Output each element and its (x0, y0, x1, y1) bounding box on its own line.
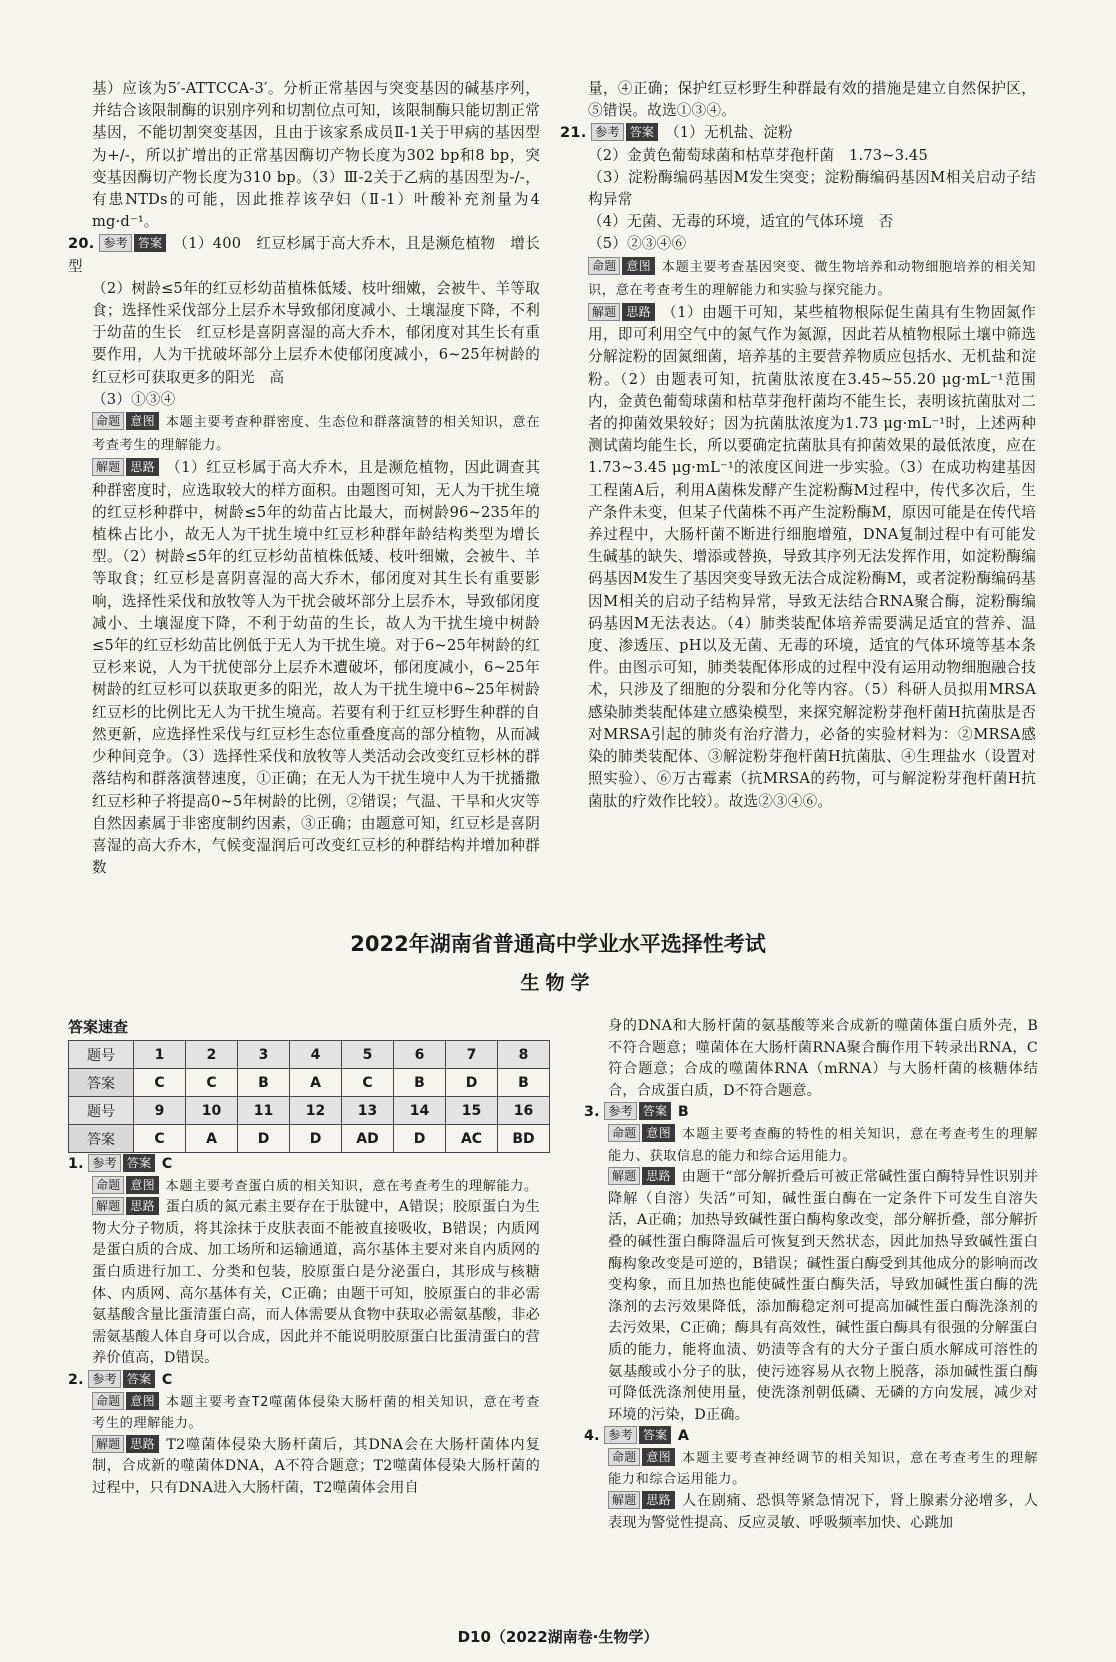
right-column-bottom (584, 1016, 1038, 1534)
tag-jie: 解题 (92, 1197, 124, 1215)
idea-block (92, 457, 540, 879)
quick-table-label: 答案速查 (68, 1018, 129, 1036)
table-row (69, 1125, 550, 1153)
intent-block (92, 411, 540, 457)
cell: AC (446, 1125, 498, 1153)
question-number: 21. (560, 124, 587, 142)
tag-ref: 参考 (88, 1154, 120, 1172)
tag-ming: 命题 (92, 1392, 124, 1410)
cell: D (290, 1125, 342, 1153)
row-header: 答案 (69, 1125, 134, 1153)
left-column-bottom (68, 1154, 540, 1500)
tag-ref: 参考 (604, 1102, 636, 1120)
cell: D (394, 1125, 446, 1153)
tag-silu: 思路 (126, 1197, 158, 1215)
cell: D (238, 1125, 290, 1153)
answer-text: （5）②③④⑥ (588, 235, 687, 253)
tag-yitu: 意图 (642, 1124, 674, 1142)
question-number: 2. (68, 1371, 84, 1388)
table-row (69, 1041, 550, 1069)
answer-letter: B (677, 1104, 689, 1121)
answer-text: （1）无机盐、淀粉 (664, 124, 793, 142)
idea-block (92, 1435, 540, 1500)
idea-text: 由题干“部分解折叠后可被正常碱性蛋白酶特异性识别并降解（自溶）失活”可知，碱性蛋白酶在一定条件下可发生自溶失活，A正确；加热导致碱性蛋白酶构象改变，部分解折叠，部分解折叠的碱性蛋白酶降温后可恢复到天然状态，因此加热导致碱性蛋白酶构象改变是可逆的，B错误；碱性蛋白酶受到其他成分的影响而改变构象，而且加热也能使碱性蛋白酶失活，导致加碱性蛋白酶的洗涤剂的去污效果降低，添加酶稳定剂可提高加碱性蛋白酶洗涤剂的去污效果，C正确；酶具有高效性，碱性蛋白酶具有很强的分解蛋白质的能力，能将血渍、奶渍等含有的大分子蛋白质水解成可溶性的氨基酸或小分子的肽，使污迹容易从衣物上脱落，添加碱性蛋白酶可降低洗涤剂使用量，使洗涤剂朝低磷、无磷的方向发展，减少对环境的污染，D正确。 (608, 1169, 1038, 1423)
cell: 1 (134, 1041, 186, 1069)
cell: 15 (446, 1097, 498, 1125)
exam-title: 2022年湖南省普通高中学业水平选择性考试 (350, 932, 766, 956)
table-row (69, 1097, 550, 1125)
right-column-top (560, 78, 1036, 813)
tag-answer: 答案 (134, 234, 166, 252)
cell: BD (498, 1125, 550, 1153)
q21-answer (560, 122, 1036, 144)
tag-silu: 思路 (126, 1435, 158, 1453)
tag-ref: 参考 (99, 234, 131, 252)
intent-block (92, 1392, 540, 1435)
tag-ref: 参考 (88, 1370, 120, 1388)
cell: B (238, 1069, 290, 1097)
table-row (69, 1069, 550, 1097)
cell: C (134, 1125, 186, 1153)
tag-answer: 答案 (123, 1154, 155, 1172)
tag-ming: 命题 (608, 1448, 640, 1466)
intent-text: 本题主要考查神经调节的相关知识，意在考查考生的理解能力和综合运用能力。 (608, 1450, 1038, 1488)
tag-ming: 命题 (92, 412, 124, 430)
tag-silu: 思路 (622, 303, 654, 321)
tag-ming: 命题 (588, 257, 620, 275)
cell: D (446, 1069, 498, 1097)
cell: 6 (394, 1041, 446, 1069)
intent-block (92, 1176, 540, 1198)
cell: 10 (186, 1097, 238, 1125)
cell: 5 (342, 1041, 394, 1069)
answer-text: （3）淀粉酶编码基因M发生突变；淀粉酶编码基因M相关启动子结构异常 (588, 168, 1036, 209)
tag-jie: 解题 (608, 1167, 640, 1185)
idea-text: 人在剧痛、恐惧等紧急情况下，肾上腺素分泌增多，人表现为警觉性提高、反应灵敏、呼吸频率加快、心跳加 (608, 1493, 1038, 1531)
page-footer: D10（2022湖南卷·生物学） (457, 1628, 659, 1646)
tag-yitu: 意图 (126, 1392, 158, 1410)
cell: 2 (186, 1041, 238, 1069)
row-header: 题号 (69, 1041, 134, 1069)
tag-answer: 答案 (626, 123, 658, 141)
answer-text: （2）树龄≤5年的红豆杉幼苗植株低矮、枝叶细嫩，会被牛、羊等取食；选择性采伐部分上层乔木导致郁闭度减小、土壤湿度下降，不利于幼苗的生长 红豆杉是喜阴喜湿的高大乔木，郁闭度对其生长有重要作用，人为干扰破坏部分上层乔木使郁闭度减小，6~25年树龄的红豆杉可获取更多的阳光 高 (92, 279, 540, 386)
q1-answer (68, 1154, 540, 1176)
left-column-top (68, 78, 541, 879)
tag-jie: 解题 (92, 1435, 124, 1453)
cell: B (394, 1069, 446, 1097)
paragraph: 量，④正确；保护红豆杉野生种群最有效的措施是建立自然保护区，⑤错误。故选①③④。 (588, 80, 1036, 120)
answer-text: （1）400 红豆杉属于高大乔木，且是濒危植物 增长型 (68, 235, 541, 275)
question-number: 3. (584, 1104, 600, 1121)
cell: 12 (290, 1097, 342, 1125)
cell: 9 (134, 1097, 186, 1125)
row-header: 题号 (69, 1097, 134, 1125)
cell: 4 (290, 1041, 342, 1069)
tag-ref: 参考 (591, 123, 623, 141)
cell: 11 (238, 1097, 290, 1125)
idea-block (588, 302, 1036, 813)
tag-silu: 思路 (642, 1491, 674, 1509)
q20-answer (68, 233, 540, 277)
cell: B (498, 1069, 550, 1097)
cell: 7 (446, 1041, 498, 1069)
cell: 13 (342, 1097, 394, 1125)
tag-silu: 思路 (642, 1167, 674, 1185)
intent-text: 本题主要考查蛋白质的相关知识，意在考查考生的理解能力。 (165, 1178, 538, 1194)
idea-block (92, 1197, 540, 1370)
question-number: 4. (584, 1428, 600, 1445)
idea-text: （1）由题干可知，某些植物根际促生菌具有生物固氮作用，即可利用空气中的氮气作为氮源，因此若从植物根际土壤中筛选分解淀粉的固氮细菌，培养基的主要营养物质应包括水、无机盐和淀粉。（2）由题表可知，抗菌肽浓度在3.45~55.20 μg·mL⁻¹范围内，金黄色葡萄球菌和枯草芽孢杆菌均不能生长，表明该抗菌肽对二者的抑菌效果较好；因为抗菌肽浓度为1.73 μg·mL⁻¹时，上述两种测试菌均能生长，所以要确定抗菌肽具有抑菌效果的最低浓度，应在1.73~3.45 μg·mL⁻¹的浓度区间进一步实验。（3）在成功构建基因工程菌A后，利用A菌株发酵产生淀粉酶M过程中，传代多次后，生产条件未变，但某子代菌株不再产生淀粉酶M，原因可能是在传代培养过程中，大肠杆菌不断进行细胞增殖，DNA复制过程中有可能发生碱基的缺失、增添或替换，导致其序列无法发挥作用，如淀粉酶编码基因M发生了基因突变导致无法合成淀粉酶M，或者淀粉酶编码基因M相关的启动子结构异常，导致无法结合RNA聚合酶，淀粉酶编码基因M无法表达。（4）肺类装配体培养需要满足适宜的营养、温度、渗透压、pH以及无菌、无毒的环境，适宜的气体环境等基本条件。由图示可知，肺类装配体形成的过程中没有运用动物细胞融合技术，只涉及了细胞的分裂和分化等内容。（5）科研人员拟用MRSA感染肺类装配体建立感染模型，来探究解淀粉芽孢杆菌H抗菌肽是否对MRSA引起的肺炎有治疗潜力，必备的实验材料为：②MRSA感染的肺类装配体、③解淀粉芽孢杆菌H抗菌肽、④生理盐水（设置对照实验）、⑥万古霉素（抗MRSA的药物，可与解淀粉芽孢杆菌H抗菌肽的疗效作比较）。故选②③④⑥。 (588, 304, 1036, 810)
intent-block (588, 256, 1036, 302)
paragraph: 身的DNA和大肠杆菌的氨基酸等来合成新的噬菌体蛋白质外壳，B不符合题意；噬菌体在大肠杆菌RNA聚合酶作用下转录出RNA，C符合题意；合成的噬菌体RNA（mRNA）与大肠杆菌的核糖体结合，合成蛋白质，D不符合题意。 (608, 1018, 1038, 1099)
idea-text: 蛋白质的氮元素主要存在于肽键中，A错误；胶原蛋白为生物大分子物质，将其涂抹于皮肤表面不能被直接吸收，B错误；内质网是蛋白质的合成、加工场所和运输通道，高尔基体主要对来自内质网的蛋白质进行加工、分类和包装，胶原蛋白是分泌蛋白，其形成与核糖体、内质网、高尔基体有关，C正确；由题干可知，胶原蛋白的非必需氨基酸含量比蛋清蛋白高，而人体需要从食物中获取必需氨基酸，非必需氨基酸人体自身可以合成，因此并不能说明胶原蛋白比蛋清蛋白的营养价值高，D错误。 (92, 1199, 540, 1367)
cell: A (290, 1069, 342, 1097)
q3-answer (584, 1102, 1038, 1124)
tag-ming: 命题 (608, 1124, 640, 1142)
idea-block (608, 1491, 1038, 1534)
answer-letter: C (161, 1156, 173, 1172)
tag-answer: 答案 (123, 1370, 155, 1388)
idea-block (608, 1167, 1038, 1426)
answer-letter: A (677, 1428, 690, 1445)
tag-jie: 解题 (608, 1491, 640, 1509)
tag-jie: 解题 (588, 303, 620, 321)
cell: 3 (238, 1041, 290, 1069)
tag-yitu: 意图 (126, 1176, 158, 1194)
subject-title: 生物学 (520, 972, 596, 994)
tag-jie: 解题 (92, 458, 124, 476)
cell: 16 (498, 1097, 550, 1125)
intent-block (608, 1124, 1038, 1167)
tag-silu: 思路 (126, 458, 158, 476)
tag-ref: 参考 (604, 1426, 636, 1444)
q4-answer (584, 1426, 1038, 1448)
tag-answer: 答案 (639, 1102, 671, 1120)
answer-text: （3）①③④ (92, 390, 176, 408)
cell: A (186, 1125, 238, 1153)
cell: C (342, 1069, 394, 1097)
cell: C (186, 1069, 238, 1097)
question-number: 1. (68, 1156, 84, 1172)
answer-text: （4）无菌、无毒的环境，适宜的气体环境 否 (588, 213, 894, 231)
tag-yitu: 意图 (126, 412, 158, 430)
cell: C (134, 1069, 186, 1097)
idea-text: T2噬菌体侵染大肠杆菌后，其DNA会在大肠杆菌体内复制，合成新的噬菌体DNA，A不符合题意；T2噬菌体侵染大肠杆菌的过程中，只有DNA进入大肠杆菌，T2噬菌体会用自 (92, 1436, 540, 1496)
tag-answer: 答案 (639, 1426, 671, 1444)
cell: AD (342, 1125, 394, 1153)
answer-letter: C (161, 1371, 173, 1388)
cell: 8 (498, 1041, 550, 1069)
tag-yitu: 意图 (622, 257, 654, 275)
idea-text: （1）红豆杉属于高大乔木，且是濒危植物，因此调查其种群密度时，应选取较大的样方面积。由题图可知，无人为干扰生境的红豆杉种群中，树龄≤5年的幼苗占比最大，而树龄96~235年的植株占比小，故无人为干扰生境中红豆杉种群年龄结构类型为增长型。（2）树龄≤5年的红豆杉幼苗植株低矮、枝叶细嫩，会被牛、羊等取食；红豆杉是喜阴喜湿的高大乔木，郁闭度对其生长有重要影响，选择性采伐和放牧等人为干扰会破坏部分上层乔木，导致郁闭度减小、土壤湿度下降，不利于幼苗的生长，故人为干扰生境中树龄≤5年的红豆杉幼苗比例低于无人为干扰生境。对于6~25年树龄的红豆杉来说，人为干扰使部分上层乔木遭破坏，郁闭度减小，6~25年树龄的红豆杉可以获取更多的阳光，故人为干扰生境中6~25年树龄红豆杉的比例比无人为干扰生境高。若要有利于红豆杉野生种群的自然更新，应选择性采伐与红豆杉生态位重叠度高的部分植物，从而减少种间竞争。（3）选择性采伐和放牧等人类活动会改变红豆杉林的群落结构和群落演替速度，①正确；在无人为干扰生境中人为干扰播撒红豆杉种子将提高0~5年树龄的比例，②错误；气温、干旱和火灾等自然因素属于非密度制约因素，③正确；由题意可知，红豆杉是喜阴喜湿的高大乔木，气候变湿润后可改变红豆杉的种群结构并增加种群数 (92, 459, 540, 877)
answer-text: （2）金黄色葡萄球菌和枯草芽孢杆菌 1.73~3.45 (588, 146, 928, 164)
intent-text: 本题主要考查种群密度、生态位和群落演替的相关知识，意在考查考生的理解能力。 (92, 415, 540, 454)
q2-answer (68, 1370, 540, 1392)
row-header: 答案 (69, 1069, 134, 1097)
intent-block (608, 1448, 1038, 1491)
intent-text: 本题主要考查酶的特性的相关知识，意在考查考生的理解能力、获取信息的能力和综合运用能力。 (608, 1126, 1038, 1164)
intent-text: 本题主要考查T2噬菌体侵染大肠杆菌的相关知识，意在考查考生的理解能力。 (92, 1394, 540, 1432)
tag-ming: 命题 (92, 1176, 124, 1194)
cell: 14 (394, 1097, 446, 1125)
intent-text: 本题主要考查基因突变、微生物培养和动物细胞培养的相关知识，意在考查考生的理解能力和实验与探究能力。 (588, 259, 1036, 298)
tag-yitu: 意图 (642, 1448, 674, 1466)
answer-quick-table (68, 1040, 550, 1153)
paragraph: 基）应该为5′-ATTCCA-3′。分析正常基因与突变基因的碱基序列，并结合该限制酶的识别序列和切割位点可知，该限制酶只能切割正常基因，不能切割突变基因，且由于该家系成员Ⅱ-1关于甲病的基因型为+/-，所以扩增出的正常基因酶切产物长度为302 bp和8 bp，突变基因酶切产物长度为310 bp。（3）Ⅲ-2关于乙病的基因型为-/-，有患NTDs的可能，因此推荐该孕妇（Ⅱ-1）叶酸补充剂量为4 mg·d⁻¹。 (92, 80, 540, 231)
question-number: 20. (68, 235, 95, 253)
